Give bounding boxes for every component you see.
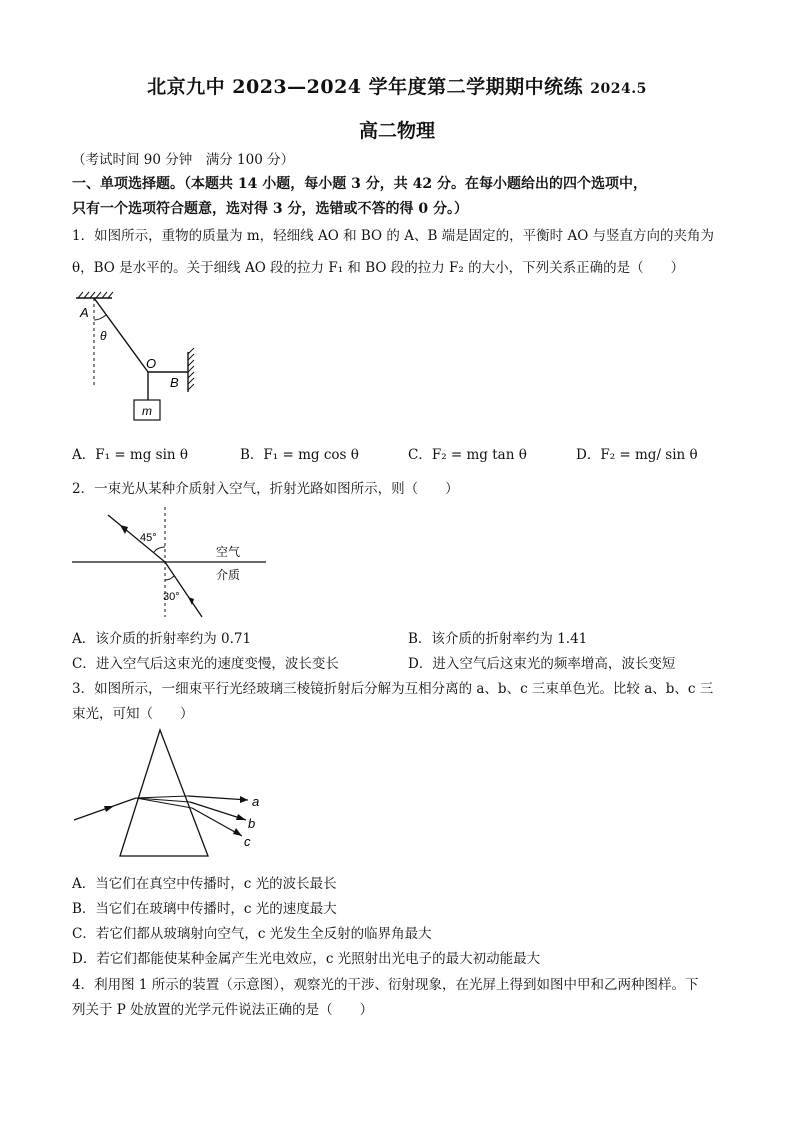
q2-figure [70, 505, 270, 625]
exam-info: （考试时间 90 分钟 满分 100 分） [72, 152, 295, 168]
q1-label-o: O [146, 356, 157, 371]
q2-label-angle-bottom: 30° [163, 591, 180, 603]
q1-option-a: A．F₁ = mg sin θ [72, 447, 189, 463]
q3-option-a: A．当它们在真空中传播时，c 光的波长最长 [72, 876, 337, 892]
q4-stem-line1: 4．利用图 1 所示的装置（示意图），观察光的干涉、衍射现象，在光屏上得到如图中甲和乙两种图样。下 [72, 977, 699, 993]
q1-label-m: m [142, 404, 152, 418]
q2-option-b: B．该介质的折射率约为 1.41 [408, 631, 588, 647]
q1-option-d: D．F₂ = mg/ sin θ [576, 447, 698, 463]
q1-stem-line1: 1．如图所示，重物的质量为 m，轻细线 AO 和 BO 的 A、B 端是固定的，平衡时 AO 与竖直方向的夹角为 [72, 228, 715, 244]
q2-stem: 2．一束光从某种介质射入空气，折射光路如图所示，则（ ） [72, 481, 459, 497]
q1-label-theta: θ [100, 329, 107, 343]
q1-option-b: B．F₁ = mg cos θ [240, 447, 359, 463]
paper-title [0, 72, 794, 99]
q1-label-a: A [80, 305, 89, 320]
q2-option-c: C．进入空气后这束光的速度变慢，波长变长 [72, 656, 339, 672]
q2-label-angle-top: 45° [140, 532, 157, 544]
q2-option-a: A．该介质的折射率约为 0.71 [72, 631, 252, 647]
q1-option-c: C．F₂ = mg tan θ [408, 447, 527, 463]
q1-figure [70, 290, 210, 430]
section-heading-line2: 只有一个选项符合题意，选对得 3 分，选错或不答的得 0 分。） [72, 201, 468, 217]
q3-option-d: D．若它们都能使某种金属产生光电效应，c 光照射出光电子的最大初动能最大 [72, 951, 541, 967]
q2-label-air: 空气 [216, 545, 241, 559]
q3-stem-line2: 束光，可知（ ） [72, 706, 194, 722]
q4-stem-line2: 列关于 P 处放置的光学元件说法正确的是（ ） [72, 1002, 374, 1018]
q3-option-b: B．当它们在玻璃中传播时，c 光的速度最大 [72, 901, 337, 917]
q2-option-d: D．进入空气后这束光的频率增高，波长变短 [408, 656, 676, 672]
q3-option-c: C．若它们都从玻璃射向空气，c 光发生全反射的临界角最大 [72, 926, 432, 942]
q2-label-medium: 介质 [216, 568, 241, 582]
section-heading-line1: 一、单项选择题。（本题共 14 小题，每小题 3 分，共 42 分。在每小题给出的四个选项中， [72, 176, 647, 192]
q1-label-b: B [170, 375, 179, 390]
q1-stem-line2: θ，BO 是水平的。关于细线 AO 段的拉力 F₁ 和 BO 段的拉力 F₂ 的大小，下列关系正确的是（ ） [72, 260, 685, 276]
title-date: 2024.5 [590, 81, 647, 97]
q3-label-c: c [244, 834, 251, 849]
subject-title: 高二物理 [358, 120, 435, 142]
q3-stem-line1: 3．如图所示，一细束平行光经玻璃三棱镜折射后分解为互相分离的 a、b、c 三束单色光。比较 a、b、c 三 [72, 681, 714, 697]
q3-figure [70, 726, 270, 862]
q3-label-a: a [252, 794, 260, 809]
q3-label-b: b [248, 816, 256, 831]
title-text: 北京九中 2023—2024 学年度第二学期期中统练 [147, 76, 584, 98]
